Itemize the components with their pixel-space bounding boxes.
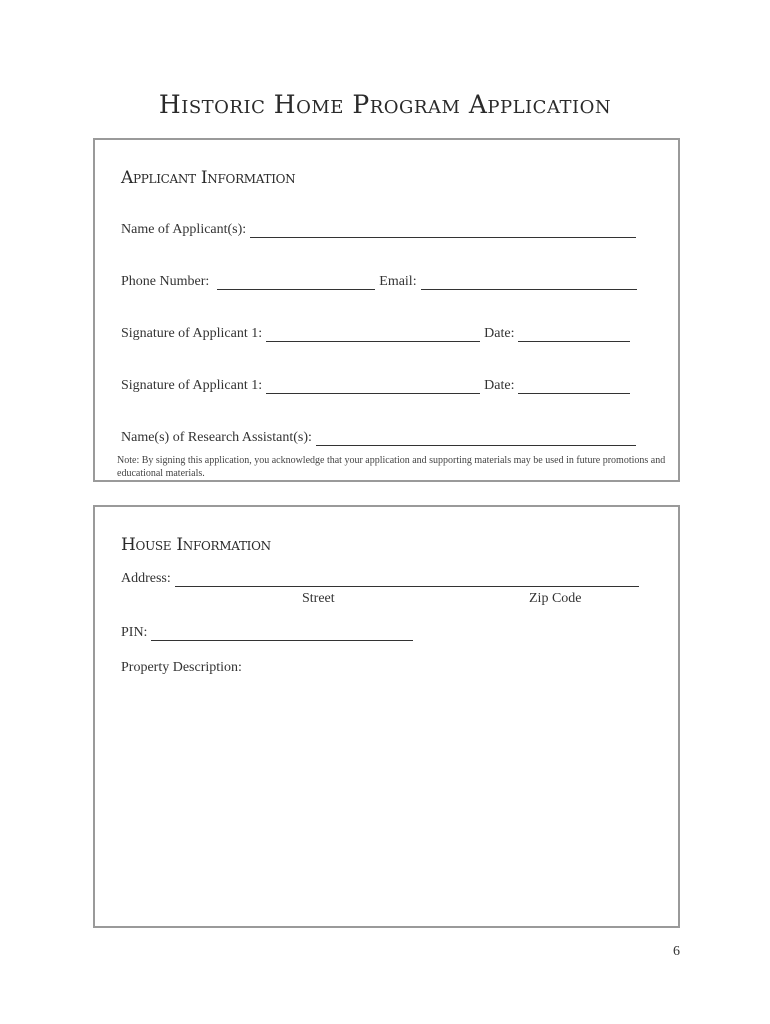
applicant-name-row [121,222,640,238]
applicant-information-heading: Applicant Information [121,168,296,188]
consent-note: Note: By signing this application, you acknowledge that your application and supporting materials may be used in future promotions and educational materials. [117,455,666,479]
applicant-name-label: Name of Applicant(s): [121,222,247,237]
email-label: Email: [379,274,417,289]
phone-field[interactable] [217,275,375,290]
property-description-row [121,660,242,676]
address-field[interactable] [175,572,639,587]
email-field[interactable] [421,275,637,290]
zip-code-caption: Zip Code [529,591,582,606]
date-1-label: Date: [484,326,515,341]
pin-label: PIN: [121,625,148,640]
date-2-label: Date: [484,378,515,393]
applicant-information-section [93,138,680,482]
research-assistant-field[interactable] [316,431,636,446]
street-caption: Street [302,591,335,606]
property-description-area[interactable] [121,685,651,905]
property-description-label: Property Description: [121,660,242,675]
house-information-heading: House Information [121,535,271,555]
applicant-name-field[interactable] [250,223,636,238]
phone-label: Phone Number: [121,274,210,289]
date-1-field[interactable] [518,327,630,342]
signature-1-row [121,326,634,342]
pin-field[interactable] [151,626,413,641]
house-information-section [93,505,680,928]
address-label: Address: [121,571,171,586]
address-row [121,571,643,587]
research-assistant-row [121,430,640,446]
page-title: Historic Home Program Application [158,90,612,119]
signature-1-label: Signature of Applicant 1: [121,326,263,341]
contact-row [121,274,641,290]
signature-2-field[interactable] [266,379,480,394]
research-assistant-label: Name(s) of Research Assistant(s): [121,430,312,445]
signature-2-label: Signature of Applicant 1: [121,378,263,393]
signature-1-field[interactable] [266,327,480,342]
pin-row [121,625,417,641]
signature-2-row [121,378,634,394]
page-number: 6 [673,944,680,959]
date-2-field[interactable] [518,379,630,394]
